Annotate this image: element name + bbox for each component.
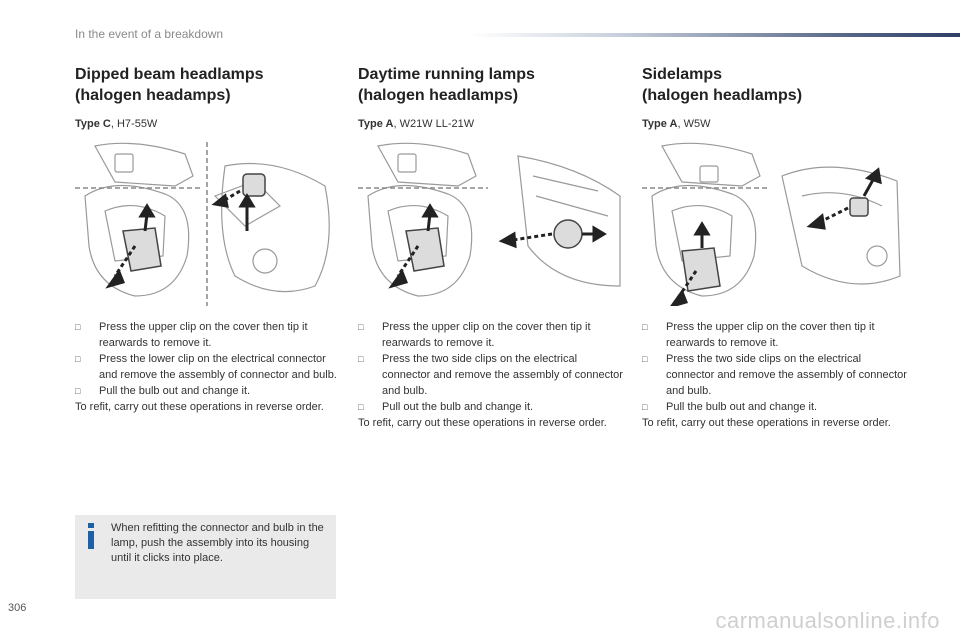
info-icon: [85, 523, 97, 549]
step-3: □ Pull the bulb out and change it.: [75, 385, 251, 397]
step-1: □ Press the upper clip on the cover then tip it rearwards to remove it.: [642, 321, 875, 349]
title-line-1: Sidelamps: [642, 66, 723, 83]
sidelamps-illustration: [642, 136, 906, 306]
title-line-1: Dipped beam headlamps: [75, 66, 264, 83]
steps: [358, 319, 626, 431]
checkbox-icon: □: [358, 322, 364, 332]
step-3: □ Pull out the bulb and change it.: [358, 401, 534, 413]
column-title: [75, 64, 345, 106]
step-2: □ Press the two side clips on the electrical connector and remove the assembly of connector and bulb.: [358, 353, 623, 397]
column-daytime-running: [358, 64, 628, 429]
checkbox-icon: □: [75, 354, 81, 364]
watermark: carmanualsonline.info: [715, 608, 940, 633]
info-box: [75, 515, 336, 599]
column-dipped-beam: [75, 64, 345, 413]
steps: [75, 319, 343, 415]
steps: [642, 319, 910, 431]
type-label: Type C: [75, 118, 111, 130]
header-bar: [470, 33, 960, 37]
title-line-2: (halogen headlamps): [358, 87, 519, 104]
checkbox-icon: □: [358, 354, 364, 364]
checkbox-icon: □: [642, 354, 648, 364]
bulb-type: [642, 118, 912, 132]
checkbox-icon: □: [642, 402, 648, 412]
column-title: [642, 64, 912, 106]
refit-note: To refit, carry out these operations in reverse order.: [75, 401, 324, 413]
checkbox-icon: □: [358, 402, 364, 412]
refit-note: To refit, carry out these operations in reverse order.: [358, 417, 607, 429]
bulb-type: [75, 118, 345, 132]
info-text: When refitting the connector and bulb in the lamp, push the assembly into its housing until it clicks into place.: [111, 522, 324, 564]
column-title: [358, 64, 628, 106]
type-value: , W21W LL-21W: [393, 118, 475, 130]
checkbox-icon: □: [75, 386, 81, 396]
title-line-1: Daytime running lamps: [358, 66, 535, 83]
step-1: □ Press the upper clip on the cover then tip it rearwards to remove it.: [358, 321, 591, 349]
bulb-type: [358, 118, 628, 132]
type-label: Type A: [358, 118, 394, 130]
page-number: 306: [8, 602, 27, 614]
dipped-beam-illustration: [75, 136, 339, 306]
step-3: □ Pull the bulb out and change it.: [642, 401, 818, 413]
type-value: , H7-55W: [110, 118, 158, 130]
daytime-running-illustration: [358, 136, 622, 306]
step-2: □ Press the lower clip on the electrical connector and remove the assembly of connector and bulb.: [75, 353, 337, 381]
title-line-2: (halogen headlamps): [642, 87, 803, 104]
section-title: In the event of a breakdown: [75, 27, 224, 41]
refit-note: To refit, carry out these operations in reverse order.: [642, 417, 891, 429]
type-label: Type A: [642, 118, 678, 130]
checkbox-icon: □: [75, 322, 81, 332]
column-sidelamps: [642, 64, 912, 429]
step-1: □ Press the upper clip on the cover then tip it rearwards to remove it.: [75, 321, 308, 349]
step-2: □ Press the two side clips on the electrical connector and remove the assembly of connector and bulb.: [642, 353, 907, 397]
checkbox-icon: □: [642, 322, 648, 332]
type-value: , W5W: [677, 118, 711, 130]
title-line-2: (halogen headamps): [75, 87, 231, 104]
